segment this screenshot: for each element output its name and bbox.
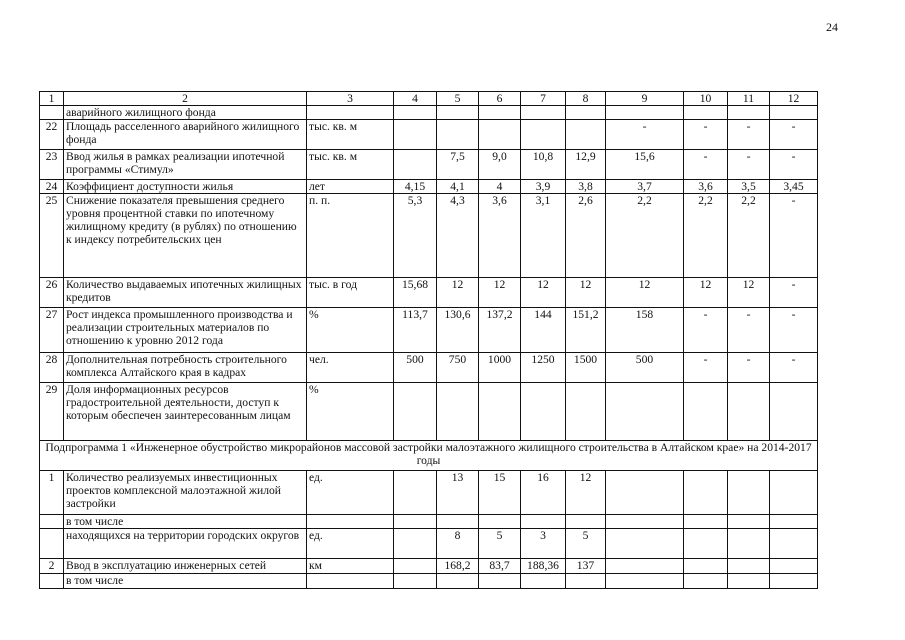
- value-cell: [728, 559, 770, 574]
- value-cell: 12: [684, 278, 728, 308]
- value-cell: [566, 106, 606, 120]
- value-cell: [606, 106, 684, 120]
- value-cell: [394, 559, 437, 574]
- unit-cell: [307, 574, 394, 589]
- value-cell: [479, 120, 521, 150]
- value-cell: 2,6: [566, 194, 606, 278]
- table-row: [40, 120, 818, 150]
- value-cell: 12,9: [566, 150, 606, 180]
- header-row: [40, 92, 818, 106]
- table-row: [40, 150, 818, 180]
- column-header: 12: [770, 92, 818, 106]
- value-cell: [566, 515, 606, 529]
- value-cell: 12: [606, 278, 684, 308]
- section-row: [40, 441, 818, 471]
- value-cell: 500: [394, 353, 437, 383]
- value-cell: 2,2: [728, 194, 770, 278]
- row-number: 27: [40, 308, 64, 353]
- value-cell: [770, 574, 818, 589]
- indicator-name: находящихся на территории городских округов: [64, 529, 307, 559]
- table-row: [40, 180, 818, 194]
- value-cell: [770, 471, 818, 515]
- value-cell: [521, 120, 566, 150]
- row-number: 25: [40, 194, 64, 278]
- value-cell: [728, 106, 770, 120]
- value-cell: 3,6: [684, 180, 728, 194]
- indicator-name: Ввод в эксплуатацию инженерных сетей: [64, 559, 307, 574]
- indicator-name: Площадь расселенного аварийного жилищного фонда: [64, 120, 307, 150]
- value-cell: 3,5: [728, 180, 770, 194]
- value-cell: 130,6: [437, 308, 479, 353]
- value-cell: 16: [521, 471, 566, 515]
- value-cell: [770, 515, 818, 529]
- row-number: 22: [40, 120, 64, 150]
- value-cell: 3,1: [521, 194, 566, 278]
- value-cell: [728, 529, 770, 559]
- unit-cell: ед.: [307, 529, 394, 559]
- value-cell: [394, 383, 437, 441]
- row-number: 2: [40, 559, 64, 574]
- value-cell: -: [728, 353, 770, 383]
- value-cell: 15: [479, 471, 521, 515]
- row-number: [40, 106, 64, 120]
- value-cell: 5,3: [394, 194, 437, 278]
- unit-cell: [307, 515, 394, 529]
- value-cell: [728, 515, 770, 529]
- indicator-name: Количество выдаваемых ипотечных жилищных кредитов: [64, 278, 307, 308]
- column-header: 3: [307, 92, 394, 106]
- value-cell: [770, 559, 818, 574]
- column-header: 8: [566, 92, 606, 106]
- value-cell: [437, 120, 479, 150]
- value-cell: [394, 529, 437, 559]
- table-row: [40, 278, 818, 308]
- value-cell: -: [770, 150, 818, 180]
- indicator-name: Коэффициент доступности жилья: [64, 180, 307, 194]
- value-cell: [606, 515, 684, 529]
- value-cell: 113,7: [394, 308, 437, 353]
- value-cell: [606, 383, 684, 441]
- value-cell: 188,36: [521, 559, 566, 574]
- value-cell: 1250: [521, 353, 566, 383]
- row-number: 24: [40, 180, 64, 194]
- value-cell: [521, 515, 566, 529]
- unit-cell: п. п.: [307, 194, 394, 278]
- value-cell: 13: [437, 471, 479, 515]
- value-cell: 2,2: [606, 194, 684, 278]
- row-number: 29: [40, 383, 64, 441]
- indicators-table: [39, 91, 818, 589]
- value-cell: [521, 383, 566, 441]
- unit-cell: км: [307, 559, 394, 574]
- value-cell: 137: [566, 559, 606, 574]
- column-header: 6: [479, 92, 521, 106]
- indicator-name: Дополнительная потребность строительного комплекса Алтайского края в кадрах: [64, 353, 307, 383]
- value-cell: [394, 515, 437, 529]
- value-cell: [394, 574, 437, 589]
- value-cell: [394, 106, 437, 120]
- row-number: [40, 574, 64, 589]
- table-row: [40, 574, 818, 589]
- value-cell: 4: [479, 180, 521, 194]
- value-cell: 15,6: [606, 150, 684, 180]
- value-cell: [684, 529, 728, 559]
- value-cell: 15,68: [394, 278, 437, 308]
- value-cell: [684, 559, 728, 574]
- value-cell: 144: [521, 308, 566, 353]
- column-header: 1: [40, 92, 64, 106]
- value-cell: 83,7: [479, 559, 521, 574]
- value-cell: -: [770, 120, 818, 150]
- table-row: [40, 194, 818, 278]
- table-body: [40, 92, 818, 589]
- value-cell: [606, 529, 684, 559]
- row-number: 28: [40, 353, 64, 383]
- value-cell: [566, 120, 606, 150]
- value-cell: 500: [606, 353, 684, 383]
- unit-cell: тыс. в год: [307, 278, 394, 308]
- unit-cell: %: [307, 383, 394, 441]
- value-cell: [606, 574, 684, 589]
- value-cell: 12: [566, 471, 606, 515]
- value-cell: 3,6: [479, 194, 521, 278]
- value-cell: 5: [479, 529, 521, 559]
- value-cell: -: [684, 308, 728, 353]
- row-number: 1: [40, 471, 64, 515]
- indicator-name: Ввод жилья в рамках реализации ипотечной программы «Стимул»: [64, 150, 307, 180]
- value-cell: [728, 383, 770, 441]
- value-cell: 750: [437, 353, 479, 383]
- value-cell: [728, 471, 770, 515]
- value-cell: [437, 383, 479, 441]
- value-cell: 2,2: [684, 194, 728, 278]
- value-cell: [770, 106, 818, 120]
- indicator-name: Количество реализуемых инвестиционных проектов комплексной малоэтажной жилой застройки: [64, 471, 307, 515]
- value-cell: 12: [521, 278, 566, 308]
- value-cell: [684, 383, 728, 441]
- value-cell: -: [770, 308, 818, 353]
- table-row: [40, 353, 818, 383]
- value-cell: -: [684, 353, 728, 383]
- value-cell: [521, 574, 566, 589]
- value-cell: [394, 471, 437, 515]
- value-cell: [606, 471, 684, 515]
- value-cell: 4,3: [437, 194, 479, 278]
- value-cell: [479, 106, 521, 120]
- section-title: Подпрограмма 1 «Инженерное обустройство микрорайонов массовой застройки малоэтажного жилищного строительства в Алтайском крае» на 2014-2017 годы: [40, 441, 818, 471]
- value-cell: [684, 106, 728, 120]
- value-cell: 12: [566, 278, 606, 308]
- value-cell: [479, 515, 521, 529]
- value-cell: -: [728, 120, 770, 150]
- table-row: [40, 529, 818, 559]
- value-cell: 3,45: [770, 180, 818, 194]
- value-cell: 137,2: [479, 308, 521, 353]
- value-cell: [684, 515, 728, 529]
- value-cell: 4,15: [394, 180, 437, 194]
- unit-cell: ед.: [307, 471, 394, 515]
- value-cell: [566, 383, 606, 441]
- value-cell: [479, 574, 521, 589]
- value-cell: 10,8: [521, 150, 566, 180]
- row-number: 26: [40, 278, 64, 308]
- value-cell: [437, 106, 479, 120]
- value-cell: 3,9: [521, 180, 566, 194]
- value-cell: [521, 106, 566, 120]
- value-cell: 12: [479, 278, 521, 308]
- value-cell: 3: [521, 529, 566, 559]
- table-row: [40, 106, 818, 120]
- value-cell: [770, 383, 818, 441]
- column-header: 10: [684, 92, 728, 106]
- unit-cell: тыс. кв. м: [307, 150, 394, 180]
- value-cell: 1500: [566, 353, 606, 383]
- column-header: 11: [728, 92, 770, 106]
- value-cell: 151,2: [566, 308, 606, 353]
- value-cell: [606, 559, 684, 574]
- value-cell: 12: [437, 278, 479, 308]
- indicator-name: Доля информационных ресурсов градостроительной деятельности, доступ к которым обеспечен заинтересованным лицам: [64, 383, 307, 441]
- row-number: [40, 515, 64, 529]
- row-number: [40, 529, 64, 559]
- column-header: 9: [606, 92, 684, 106]
- unit-cell: [307, 106, 394, 120]
- value-cell: 1000: [479, 353, 521, 383]
- table-row: [40, 308, 818, 353]
- indicator-name: в том числе: [64, 574, 307, 589]
- value-cell: [770, 529, 818, 559]
- table-row: [40, 471, 818, 515]
- column-header: 5: [437, 92, 479, 106]
- value-cell: [728, 574, 770, 589]
- unit-cell: %: [307, 308, 394, 353]
- value-cell: -: [770, 194, 818, 278]
- page-number: 24: [826, 20, 838, 34]
- indicator-name: Снижение показателя превышения среднего уровня процентной ставки по ипотечному жилищному кредиту (в рублях) по отношению к индексу потребительских цен: [64, 194, 307, 278]
- unit-cell: тыс. кв. м: [307, 120, 394, 150]
- value-cell: [437, 515, 479, 529]
- table-row: [40, 515, 818, 529]
- value-cell: -: [728, 150, 770, 180]
- indicator-name: Рост индекса промышленного производства и реализации строительных материалов по отношению к уровню 2012 года: [64, 308, 307, 353]
- value-cell: 12: [728, 278, 770, 308]
- value-cell: -: [684, 120, 728, 150]
- value-cell: -: [770, 353, 818, 383]
- column-header: 7: [521, 92, 566, 106]
- value-cell: 158: [606, 308, 684, 353]
- value-cell: -: [728, 308, 770, 353]
- column-header: 2: [64, 92, 307, 106]
- value-cell: 168,2: [437, 559, 479, 574]
- table-row: [40, 559, 818, 574]
- indicator-name: в том числе: [64, 515, 307, 529]
- value-cell: 9,0: [479, 150, 521, 180]
- value-cell: 4,1: [437, 180, 479, 194]
- value-cell: [437, 574, 479, 589]
- value-cell: 8: [437, 529, 479, 559]
- value-cell: -: [606, 120, 684, 150]
- value-cell: [394, 120, 437, 150]
- value-cell: 5: [566, 529, 606, 559]
- value-cell: 3,7: [606, 180, 684, 194]
- value-cell: -: [770, 278, 818, 308]
- value-cell: -: [684, 150, 728, 180]
- value-cell: [684, 471, 728, 515]
- row-number: 23: [40, 150, 64, 180]
- value-cell: 3,8: [566, 180, 606, 194]
- value-cell: [479, 383, 521, 441]
- value-cell: [684, 574, 728, 589]
- indicator-name: аварийного жилищного фонда: [64, 106, 307, 120]
- column-header: 4: [394, 92, 437, 106]
- unit-cell: лет: [307, 180, 394, 194]
- table-row: [40, 383, 818, 441]
- value-cell: [566, 574, 606, 589]
- value-cell: 7,5: [437, 150, 479, 180]
- value-cell: [394, 150, 437, 180]
- unit-cell: чел.: [307, 353, 394, 383]
